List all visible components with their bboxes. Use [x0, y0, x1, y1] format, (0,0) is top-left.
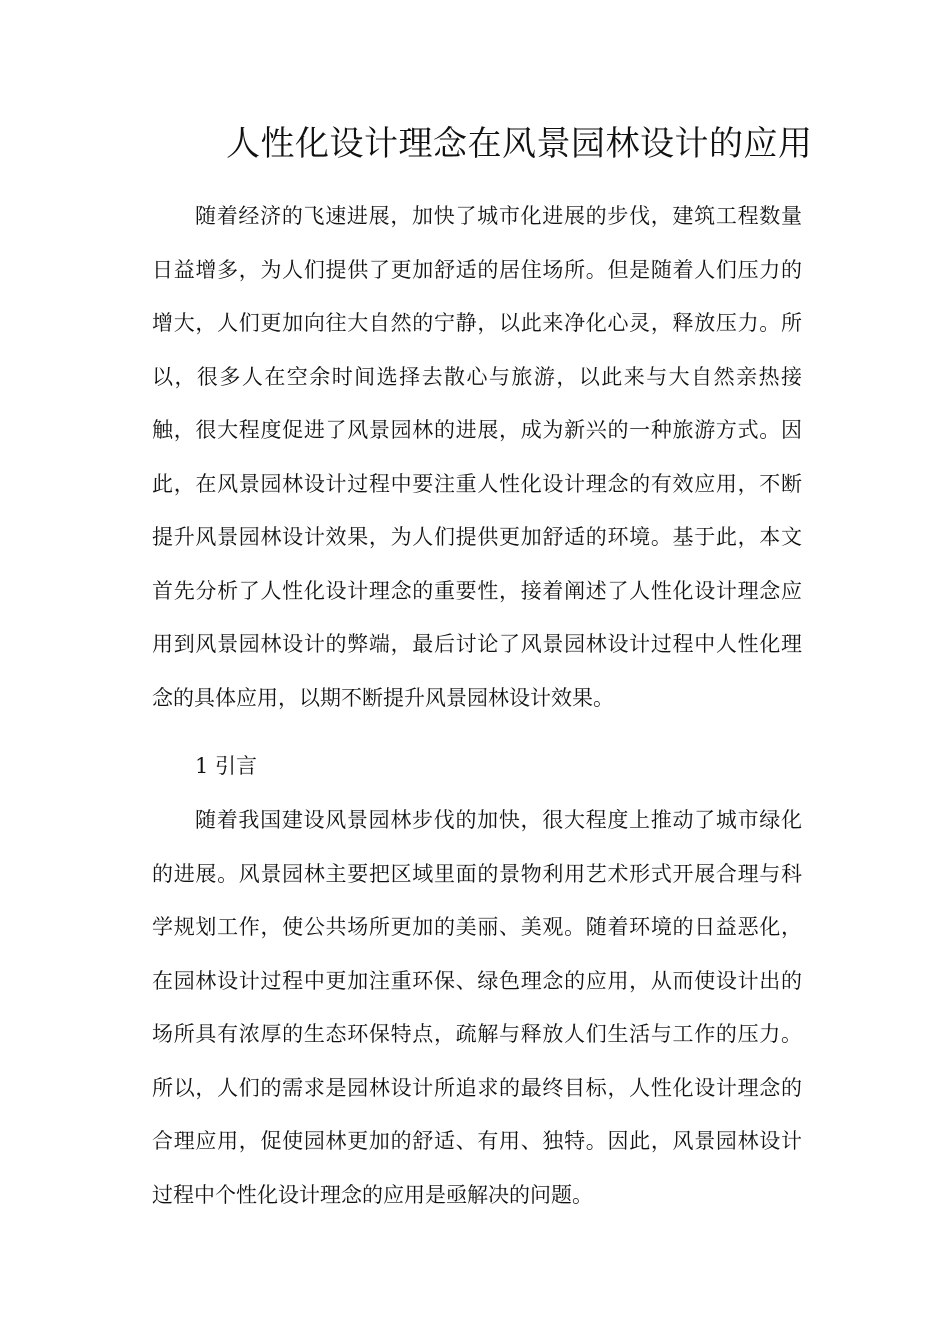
intro-paragraph: 随着经济的飞速进展，加快了城市化进展的步伐，建筑工程数量日益增多，为人们提供了更加舒适的居住场所。但是随着人们压力的增大，人们更加向往大自然的宁静，以此来净化心灵，释放压力。所以，很多人在空余时间选择去散心与旅游，以此来与大自然亲热接触，很大程度促进了风景园林的进展，成为新兴的一种旅游方式。因此，在风景园林设计过程中要注重人性化设计理念的有效应用，不断提升风景园林设计效果，为人们提供更加舒适的环境。基于此，本文首先分析了人性化设计理念的重要性，接着阐述了人性化设计理念应用到风景园林设计的弊端，最后讨论了风景园林设计过程中人性化理念的具体应用，以期不断提升风景园林设计效果。	[152, 204, 802, 710]
introduction-paragraph: 随着我国建设风景园林步伐的加快，很大程度上推动了城市绿化的进展。风景园林主要把区域里面的景物利用艺术形式开展合理与科学规划工作，使公共场所更加的美丽、美观。随着环境的日益恶化，在园林设计过程中更加注重环保、绿色理念的应用，从而使设计出的场所具有浓厚的生态环保特点，疏解与释放人们生活与工作的压力。所以，人们的需求是园林设计所追求的最终目标，人性化设计理念的合理应用，促使园林更加的舒适、有用、独特。因此，风景园林设计过程中个性化设计理念的应用是亟解决的问题。	[152, 808, 802, 1207]
document-title: 人性化设计理念在风景园林设计的应用	[226, 124, 813, 164]
section-heading-introduction: 1 引言	[195, 754, 258, 778]
